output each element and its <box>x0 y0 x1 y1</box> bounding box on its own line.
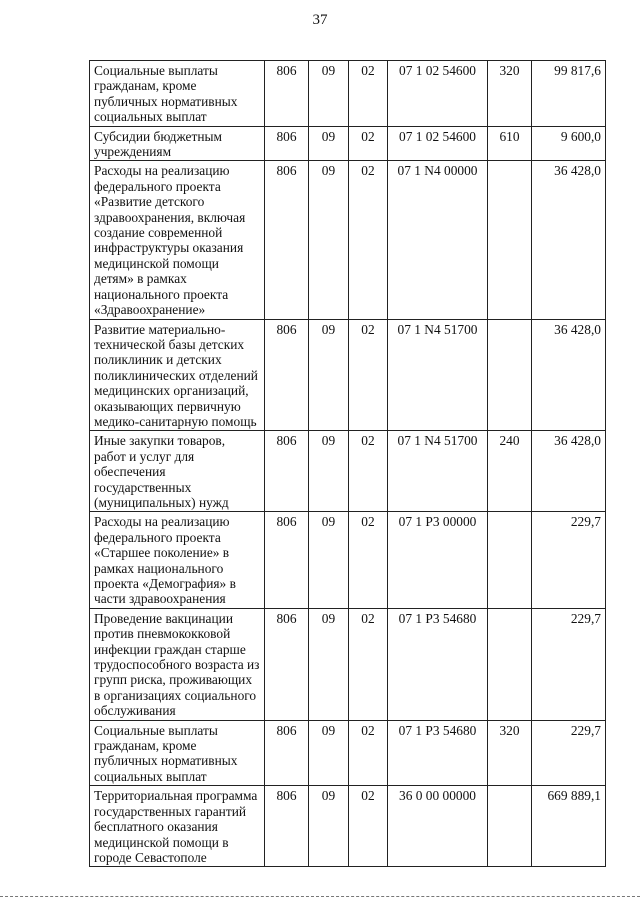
expense-type-cell <box>488 319 532 431</box>
expense-type-cell <box>488 161 532 319</box>
expense-name-cell: Расходы на реализацию федерального проекта «Старшее поколение» в рамках национального проекта «Демография» в части здравоохранения <box>90 512 265 608</box>
page-number: 37 <box>312 12 328 28</box>
expense-type-cell: 240 <box>488 431 532 512</box>
ministry-code-cell: 806 <box>265 319 309 431</box>
ministry-code-cell: 806 <box>265 512 309 608</box>
table-row <box>90 786 606 867</box>
amount-cell: 669 889,1 <box>532 786 606 867</box>
amount-cell: 229,7 <box>532 720 606 786</box>
section-code-cell: 09 <box>309 61 349 127</box>
target-article-cell: 07 1 P3 00000 <box>388 512 488 608</box>
amount-cell: 36 428,0 <box>532 319 606 431</box>
section-code-cell: 09 <box>309 319 349 431</box>
expense-name-cell: Расходы на реализацию федерального проекта «Развитие детского здравоохранения, включая создание современной инфраструктуры оказания медицинской помощи детям» в рамках национального проекта «Здравоохранение» <box>90 161 265 319</box>
page-edge-divider <box>0 896 640 897</box>
subsection-code-cell: 02 <box>349 319 388 431</box>
ministry-code-cell: 806 <box>265 61 309 127</box>
expense-type-cell <box>488 786 532 867</box>
target-article-cell: 07 1 N4 51700 <box>388 431 488 512</box>
ministry-code-cell: 806 <box>265 720 309 786</box>
ministry-code-cell: 806 <box>265 608 309 720</box>
table-row <box>90 608 606 720</box>
table-row <box>90 161 606 319</box>
ministry-code-cell: 806 <box>265 126 309 161</box>
target-article-cell: 07 1 02 54600 <box>388 61 488 127</box>
amount-cell: 229,7 <box>532 512 606 608</box>
expense-name-cell: Развитие материально-технической базы детских поликлиник и детских поликлинических отделений медицинских организаций, оказывающих первичную медико-санитарную помощь <box>90 319 265 431</box>
expense-type-cell: 320 <box>488 720 532 786</box>
expense-type-cell <box>488 512 532 608</box>
expense-type-cell <box>488 608 532 720</box>
expense-name-cell: Социальные выплаты гражданам, кроме публичных нормативных социальных выплат <box>90 720 265 786</box>
expense-name-cell: Территориальная программа государственных гарантий бесплатного оказания медицинской помощи в городе Севастополе <box>90 786 265 867</box>
subsection-code-cell: 02 <box>349 608 388 720</box>
ministry-code-cell: 806 <box>265 161 309 319</box>
section-code-cell: 09 <box>309 786 349 867</box>
amount-cell: 99 817,6 <box>532 61 606 127</box>
amount-cell: 36 428,0 <box>532 431 606 512</box>
expense-name-cell: Субсидии бюджетным учреждениям <box>90 126 265 161</box>
target-article-cell: 07 1 P3 54680 <box>388 608 488 720</box>
target-article-cell: 36 0 00 00000 <box>388 786 488 867</box>
expense-name-cell: Проведение вакцинации против пневмококковой инфекции граждан старше трудоспособного возраста из групп риска, проживающих в организациях социального обслуживания <box>90 608 265 720</box>
budget-table <box>89 60 606 867</box>
subsection-code-cell: 02 <box>349 161 388 319</box>
ministry-code-cell: 806 <box>265 786 309 867</box>
amount-cell: 9 600,0 <box>532 126 606 161</box>
subsection-code-cell: 02 <box>349 786 388 867</box>
amount-cell: 36 428,0 <box>532 161 606 319</box>
table-row <box>90 720 606 786</box>
subsection-code-cell: 02 <box>349 126 388 161</box>
target-article-cell: 07 1 02 54600 <box>388 126 488 161</box>
table-row <box>90 319 606 431</box>
section-code-cell: 09 <box>309 431 349 512</box>
amount-cell: 229,7 <box>532 608 606 720</box>
expense-name-cell: Социальные выплаты гражданам, кроме публичных нормативных социальных выплат <box>90 61 265 127</box>
expense-type-cell: 320 <box>488 61 532 127</box>
section-code-cell: 09 <box>309 161 349 319</box>
ministry-code-cell: 806 <box>265 431 309 512</box>
table-row <box>90 512 606 608</box>
target-article-cell: 07 1 P3 54680 <box>388 720 488 786</box>
table-row <box>90 431 606 512</box>
section-code-cell: 09 <box>309 720 349 786</box>
section-code-cell: 09 <box>309 126 349 161</box>
table-body <box>90 61 606 867</box>
subsection-code-cell: 02 <box>349 720 388 786</box>
target-article-cell: 07 1 N4 51700 <box>388 319 488 431</box>
table-row <box>90 61 606 127</box>
expense-name-cell: Иные закупки товаров, работ и услуг для обеспечения государственных (муниципальных) нужд <box>90 431 265 512</box>
section-code-cell: 09 <box>309 512 349 608</box>
subsection-code-cell: 02 <box>349 61 388 127</box>
table-row <box>90 126 606 161</box>
target-article-cell: 07 1 N4 00000 <box>388 161 488 319</box>
expense-type-cell: 610 <box>488 126 532 161</box>
subsection-code-cell: 02 <box>349 431 388 512</box>
section-code-cell: 09 <box>309 608 349 720</box>
subsection-code-cell: 02 <box>349 512 388 608</box>
